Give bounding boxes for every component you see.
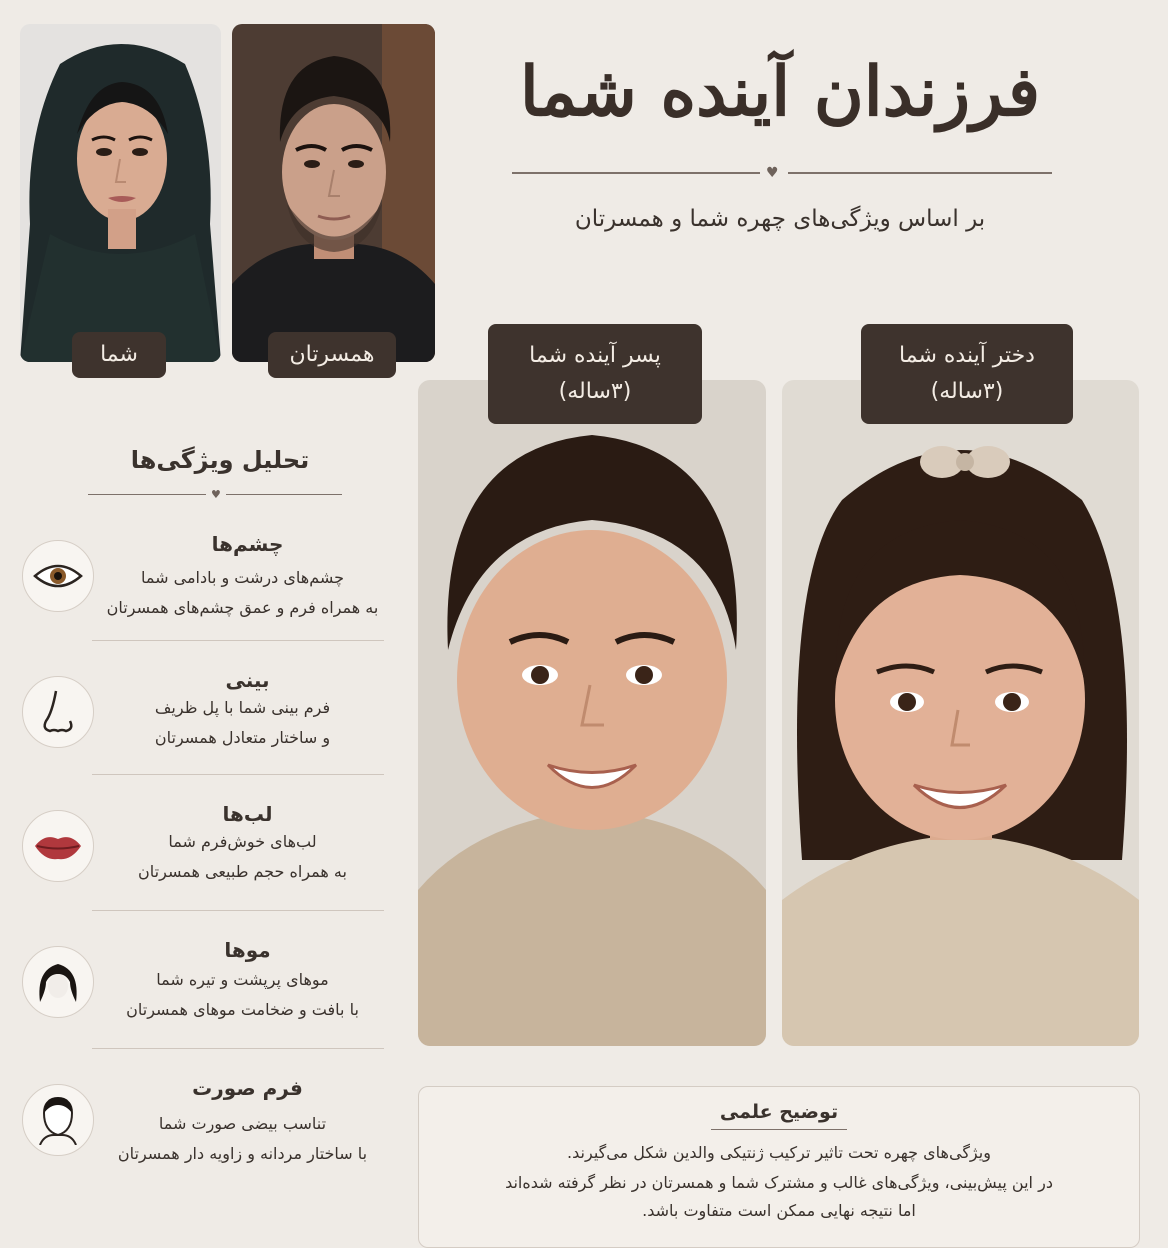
feature-eyes-line2: به همراه فرم و عمق چشم‌های همسرتان (106, 598, 379, 617)
title-divider-right (788, 172, 1052, 174)
feature-hair-title: موها (224, 938, 271, 962)
feature-nose (20, 660, 385, 790)
feature-nose-title: بینی (225, 668, 270, 692)
boy-photo (418, 380, 766, 1046)
science-explanation-box (418, 1086, 1140, 1248)
features-divider-right (226, 494, 342, 495)
feature-face (20, 1068, 385, 1198)
features-heading: تحلیل ویژگی‌ها (130, 446, 310, 474)
feature-nose-line2: و ساختار متعادل همسرتان (154, 728, 331, 747)
feature-face-line2: با ساختار مردانه و زاویه دار همسرتان (117, 1144, 368, 1163)
feature-lips-line1: لب‌های خوش‌فرم شما (168, 832, 317, 851)
science-title: توضیح علمی (719, 1101, 839, 1123)
spouse-label: همسرتان (268, 332, 396, 378)
feature-hair-line1: موهای پرپشت و تیره شما (156, 970, 329, 989)
heart-icon: ♥ (766, 165, 779, 181)
science-title-underline (711, 1129, 847, 1130)
girl-label-line2: (۳ساله) (930, 379, 1004, 404)
feature-lips-title: لب‌ها (222, 802, 273, 826)
feature-nose-line1: فرم بینی شما با پل ظریف (154, 698, 331, 717)
page-subtitle: بر اساس ویژگی‌های چهره شما و همسرتان (574, 206, 986, 232)
features-divider-left (88, 494, 206, 495)
feature-lips (20, 794, 385, 924)
feature-eyes-line1: چشم‌های درشت و بادامی شما (140, 568, 345, 587)
feature-hair (20, 930, 385, 1060)
feature-separator (92, 774, 384, 775)
hair-icon (22, 946, 94, 1018)
feature-eyes (20, 524, 385, 654)
boy-label-line2: (۳ساله) (558, 379, 632, 404)
you-photo (20, 24, 221, 362)
science-line1: ویژگی‌های چهره تحت تاثیر ترکیب ژنتیکی والدین شکل می‌گیرند. (567, 1143, 991, 1162)
page-title: فرزندان آینده شما (519, 52, 1041, 132)
spouse-photo (232, 24, 435, 362)
you-label: شما (72, 332, 166, 378)
eye-icon (22, 540, 94, 612)
girl-label-line1: دختر آینده شما (899, 343, 1035, 368)
feature-separator (92, 1048, 384, 1049)
heart-icon: ♥ (211, 488, 221, 501)
feature-hair-line2: با بافت و ضخامت موهای همسرتان (126, 1000, 359, 1019)
boy-label (488, 324, 702, 424)
feature-separator (92, 910, 384, 911)
science-line3: اما نتیجه نهایی ممکن است متفاوت باشد. (642, 1201, 916, 1220)
feature-face-line1: تناسب بیضی صورت شما (158, 1114, 327, 1133)
boy-label-line1: پسر آینده شما (529, 343, 661, 368)
girl-label (861, 324, 1073, 424)
feature-separator (92, 640, 384, 641)
title-divider-left (512, 172, 760, 174)
lips-icon (22, 810, 94, 882)
feature-lips-line2: به همراه حجم طبیعی همسرتان (138, 862, 347, 881)
feature-face-title: فرم صورت (192, 1076, 303, 1100)
science-line2: در این پیش‌بینی، ویژگی‌های غالب و مشترک شما و همسرتان در نظر گرفته شده‌اند (505, 1173, 1053, 1192)
feature-eyes-title: چشم‌ها (211, 532, 284, 556)
nose-icon (22, 676, 94, 748)
girl-photo (782, 380, 1139, 1046)
face-icon (22, 1084, 94, 1156)
